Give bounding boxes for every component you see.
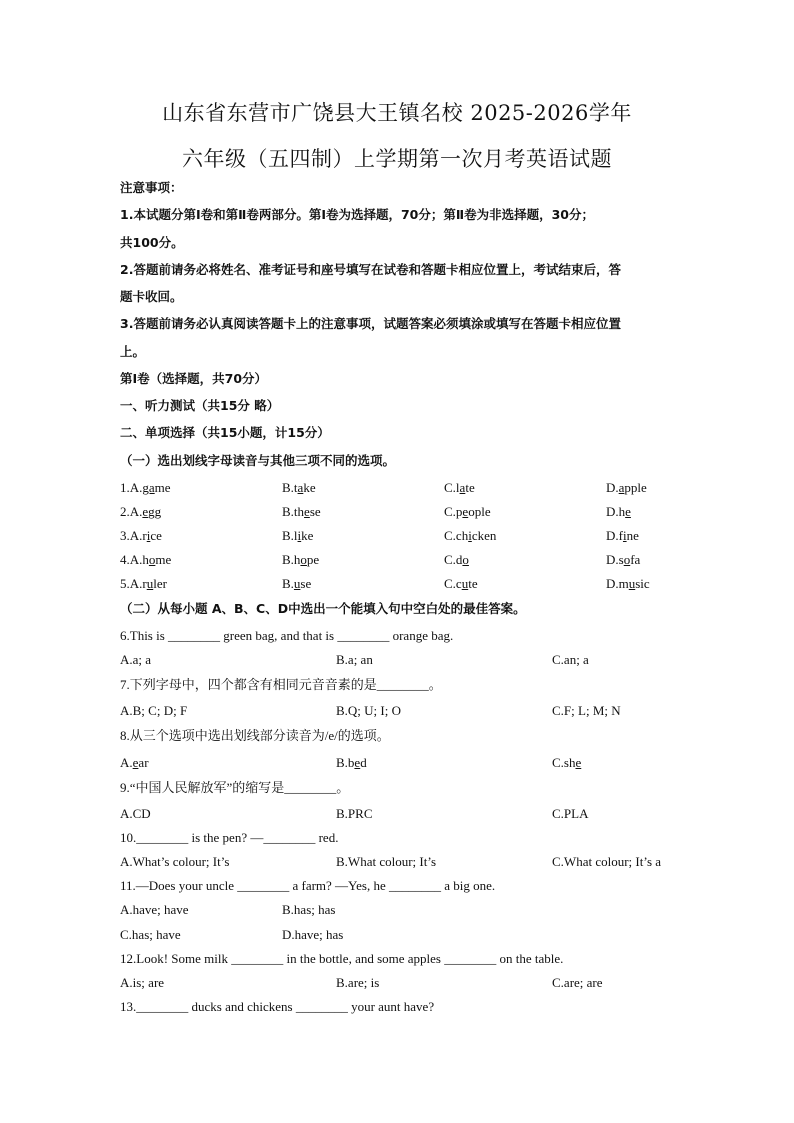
- q4-option-a: 4.A.home: [120, 552, 172, 567]
- question-7: 7.下列字母中，四个都含有相同元音音素的是________。: [120, 677, 442, 692]
- q10-option-b: B.What colour; It’s: [336, 854, 437, 869]
- q6-option-a: A.a; a: [120, 652, 152, 667]
- question-8: 8.从三个选项中选出划线部分读音为/e/的选项。: [120, 728, 390, 743]
- q8-option-a: A.ear: [120, 755, 149, 770]
- q12-option-a: A.is; are: [120, 975, 165, 990]
- q3-option-b: B.like: [282, 528, 314, 543]
- single-choice-heading: 二、单项选择（共15小题，计15分）: [120, 425, 330, 440]
- q11-option-b: B.has; has: [282, 902, 336, 917]
- question-11: 11.—Does your uncle ________ a farm? —Yes, he ________ a big one.: [120, 878, 496, 893]
- question-9: 9.“中国人民解放军”的缩写是________。: [120, 780, 350, 795]
- q8-option-b: B.bed: [336, 755, 367, 770]
- q9-option-a: A.CD: [120, 806, 151, 821]
- q1-option-a: 1.A.game: [120, 480, 171, 495]
- q1-option-c: C.late: [444, 480, 475, 495]
- note-1-line-1: 1.本试题分第Ⅰ卷和第Ⅱ卷两部分。第Ⅰ卷为选择题，70分；第Ⅱ卷为非选择题，30分；: [120, 207, 595, 222]
- q2-option-c: C.people: [444, 504, 491, 519]
- q1-option-b: B.take: [282, 480, 316, 495]
- title-line-2: 六年级（五四制）上学期第一次月考英语试题: [182, 147, 612, 171]
- q11-option-d: D.have; has: [282, 927, 344, 942]
- q3-option-d: D.fine: [606, 528, 639, 543]
- note-3-line-2: 上。: [120, 344, 146, 359]
- q2-option-a: 2.A.egg: [120, 504, 162, 519]
- q11-option-c: C.has; have: [120, 927, 181, 942]
- q12-option-b: B.are; is: [336, 975, 380, 990]
- question-12: 12.Look! Some milk ________ in the bottle, and some apples ________ on the table.: [120, 951, 564, 966]
- question-10: 10.________ is the pen? —________ red.: [120, 830, 339, 845]
- q5-option-a: 5.A.ruler: [120, 576, 167, 591]
- q4-option-c: C.do: [444, 552, 469, 567]
- note-2-line-2: 题卡收回。: [120, 289, 183, 304]
- note-2-line-1: 2.答题前请务必将姓名、准考证号和座号填写在试卷和答题卡相应位置上，考试结束后，答: [120, 262, 621, 277]
- part-1-heading: 第Ⅰ卷（选择题，共70分）: [120, 371, 268, 386]
- q5-option-c: C.cute: [444, 576, 478, 591]
- q6-option-c: C.an; a: [552, 652, 589, 667]
- q7-option-b: B.Q; U; I; O: [336, 703, 401, 718]
- q7-option-a: A.B; C; D; F: [120, 703, 188, 718]
- q2-option-d: D.he: [606, 504, 631, 519]
- q6-option-b: B.a; an: [336, 652, 373, 667]
- title-line-1: 山东省东营市广饶县大王镇名校 2025-2026学年: [162, 101, 632, 125]
- note-1-line-2: 共100分。: [120, 235, 184, 250]
- subsection-1-heading: （一）选出划线字母读音与其他三项不同的选项。: [120, 453, 396, 468]
- question-6: 6.This is ________ green bag, and that is ________ orange bag.: [120, 628, 454, 643]
- q4-option-b: B.hope: [282, 552, 320, 567]
- notes-heading: 注意事项：: [120, 180, 183, 195]
- q11-option-a: A.have; have: [120, 902, 189, 917]
- q4-option-d: D.sofa: [606, 552, 641, 567]
- q2-option-b: B.these: [282, 504, 321, 519]
- q10-option-a: A.What’s colour; It’s: [120, 854, 230, 869]
- note-3-line-1: 3.答题前请务必认真阅读答题卡上的注意事项，试题答案必须填涂或填写在答题卡相应位置: [120, 316, 621, 331]
- q9-option-b: B.PRC: [336, 806, 373, 821]
- q12-option-c: C.are; are: [552, 975, 603, 990]
- q10-option-c: C.What colour; It’s a: [552, 854, 662, 869]
- listening-heading: 一、听力测试（共15分 略）: [120, 398, 280, 413]
- subsection-2-heading: （二）从每小题 A、B、C、D中选出一个能填入句中空白处的最佳答案。: [120, 601, 526, 616]
- q9-option-c: C.PLA: [552, 806, 589, 821]
- q1-option-d: D.apple: [606, 480, 647, 495]
- q3-option-a: 3.A.rice: [120, 528, 162, 543]
- q3-option-c: C.chicken: [444, 528, 497, 543]
- question-13: 13.________ ducks and chickens ________ your aunt have?: [120, 999, 435, 1014]
- q8-option-c: C.she: [552, 755, 582, 770]
- q7-option-c: C.F; L; M; N: [552, 703, 621, 718]
- q5-option-d: D.music: [606, 576, 650, 591]
- q5-option-b: B.use: [282, 576, 312, 591]
